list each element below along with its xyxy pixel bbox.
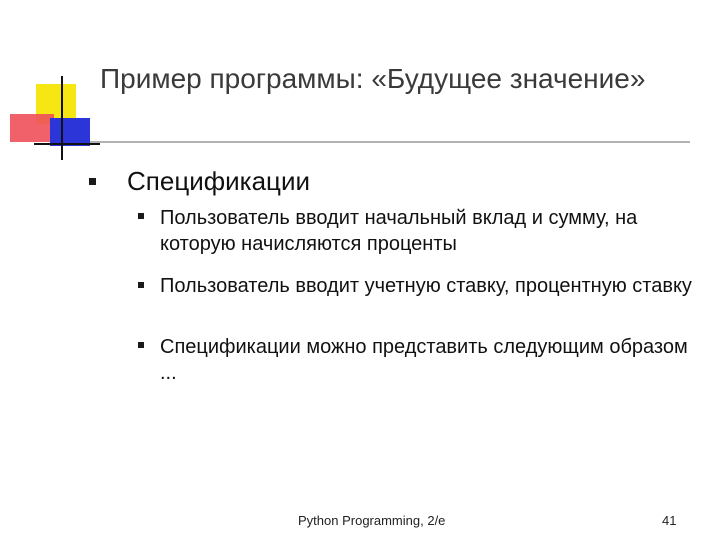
slide-title: Пример программы: «Будущее значение» xyxy=(100,63,646,94)
logo-blue-square xyxy=(50,118,90,146)
footer-source: Python Programming, 2/e xyxy=(298,513,446,528)
bullet-level2-marker-2 xyxy=(138,282,144,288)
logo-yellow-square xyxy=(36,84,76,124)
footer-page-number: 41 xyxy=(662,513,677,528)
bullet-level1-text: Спецификации xyxy=(127,166,310,196)
bullet-level2-text-2: Пользователь вводит учетную ставку, процентную ставку xyxy=(160,275,692,297)
bullet-level2-marker-3 xyxy=(138,342,144,348)
bullet-level2-text-3: Спецификации можно представить следующим образом ... xyxy=(160,336,688,384)
bullet-level2-text-1: Пользователь вводит начальный вклад и сумму, на которую начисляются проценты xyxy=(160,207,638,255)
logo-red-bar xyxy=(10,114,54,142)
bullet-level1-marker xyxy=(89,178,96,185)
bullet-level2-marker-1 xyxy=(138,213,144,219)
